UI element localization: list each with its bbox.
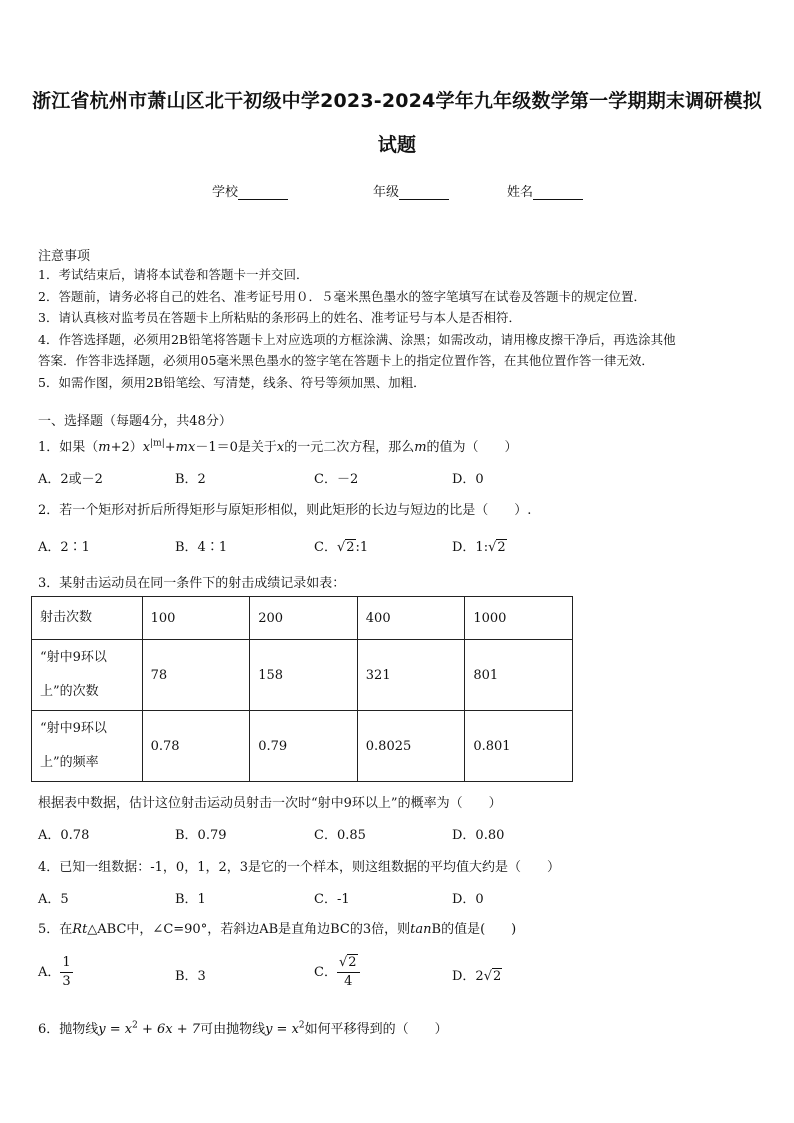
q1-text: + [164, 440, 176, 455]
table-cell: 0.8025 [357, 711, 465, 782]
note-item: 答案．作答非选择题，必须用05毫米黑色墨水的签字笔在答题卡上的指定位置作答，在其他位置作答一律无效． [38, 353, 654, 368]
q5-option-a-label: A． [38, 965, 61, 980]
q4-option-a: A．5 [38, 892, 69, 907]
q1-option-d: D．0 [452, 472, 484, 487]
q1-exponent: |m| [150, 438, 165, 449]
table-header-cell: 100 [142, 597, 250, 640]
q4-option-c: C．-1 [314, 892, 350, 907]
fraction [60, 954, 72, 991]
q2-option-b: B．4∶1 [175, 540, 228, 555]
q1-text: 的值为（ ） [426, 440, 518, 455]
table-cell: 0.79 [250, 711, 358, 782]
grade-blank [399, 185, 449, 200]
section-heading: 一、选择题（每题4分，共48分） [38, 414, 232, 429]
fraction [337, 954, 360, 991]
q6-text: 可由抛物线 [200, 1022, 266, 1037]
q6-equation: y = x [98, 1022, 133, 1037]
sqrt-symbol: √2 [488, 540, 506, 555]
q6-equation: y = x [265, 1022, 299, 1037]
table-row [32, 597, 573, 640]
q4-option-d: D．0 [452, 892, 484, 907]
table-cell: 0.801 [465, 711, 573, 782]
table-header-cell: 400 [357, 597, 465, 640]
q2-option-c-label: C． [314, 540, 337, 555]
question-4: 4．已知一组数据：-1，0，1，2，3是它的一个样本，则这组数据的平均值大约是（ ） [38, 860, 561, 875]
q6-equation: + 6x + 7 [137, 1022, 201, 1037]
table-header-cell: 200 [250, 597, 358, 640]
radicand: 2 [497, 540, 506, 555]
q1-var: m [98, 440, 111, 455]
q3-option-b: B．0.79 [175, 828, 227, 843]
q6-exponent: 2 [132, 1020, 138, 1031]
q1-text: －1＝0是关于 [195, 440, 277, 455]
q5-text: B的值是( ) [431, 922, 517, 937]
numerator [337, 954, 360, 973]
grade-label: 年级 [373, 185, 400, 200]
table-row [32, 640, 573, 711]
q5-text: △ABC中，∠C=90°，若斜边AB是直角边BC的3倍，则 [87, 922, 411, 937]
page-title: 浙江省杭州市萧山区北干初级中学2023-2024学年九年级数学第一学期期末调研模拟 [32, 90, 762, 112]
name-field [507, 181, 583, 200]
q1-option-c: C．－2 [314, 472, 359, 487]
data-table [31, 596, 573, 782]
q1-var: mx [175, 440, 196, 455]
question-1 [38, 436, 518, 455]
sqrt-symbol: √2 [338, 955, 357, 970]
q5-option-b: B．3 [175, 969, 206, 984]
q2-option-d-label: D．1: [452, 540, 489, 555]
q2-option-c-rest: :1 [355, 540, 369, 555]
q1-text: +2） [110, 440, 143, 455]
school-blank [238, 185, 288, 200]
q3-option-c: C．0.85 [314, 828, 366, 843]
q3-option-d: D．0.80 [452, 828, 505, 843]
name-label: 姓名 [507, 185, 534, 200]
q5-text: 5．在 [38, 922, 73, 937]
question-6 [38, 1018, 448, 1037]
q5-option-d [452, 965, 502, 984]
table-header-cell: 1000 [465, 597, 573, 640]
notes-list [38, 264, 760, 393]
table-row [32, 711, 573, 782]
sqrt-symbol: √2 [483, 969, 502, 984]
radicand: 2 [493, 969, 502, 984]
numerator: 1 [60, 954, 72, 973]
q1-text: 的一元二次方程，那么 [284, 440, 415, 455]
table-row-label: “射中9环以上”的次数 [32, 640, 143, 711]
q2-option-a: A．2∶1 [38, 540, 90, 555]
note-item: 5．如需作图，须用2B铅笔绘、写清楚，线条、符号等须加黑、加粗． [38, 374, 426, 390]
table-header-cell: 射击次数 [32, 597, 143, 640]
denominator: 4 [344, 974, 353, 989]
q4-option-b: B．1 [175, 892, 206, 907]
q6-exponent: 2 [298, 1020, 305, 1031]
q5-var: tan [410, 922, 432, 937]
grade-field [373, 181, 449, 200]
q5-option-c-label: C． [314, 965, 337, 980]
sqrt-symbol: √2 [336, 540, 355, 555]
name-blank [533, 185, 583, 200]
question-3: 3．某射击运动员在同一条件下的射击成绩记录如表： [38, 576, 346, 591]
q2-option-d [452, 536, 507, 555]
q1-var: x [276, 440, 285, 455]
q2-option-c [314, 536, 368, 555]
q3-option-a: A．0.78 [38, 828, 90, 843]
note-item: 1．考试结束后，请将本试卷和答题卡一并交回． [38, 267, 309, 282]
table-cell: 0.78 [142, 711, 250, 782]
note-item: 3．请认真核对监考员在答题卡上所粘贴的条形码上的姓名、准考证号与本人是否相符． [38, 310, 521, 325]
radicand: 2 [346, 540, 355, 555]
q6-text: 如何平移得到的（ ） [304, 1022, 448, 1037]
table-row-label: “射中9环以上”的频率 [32, 711, 143, 782]
q5-option-d-label: D．2 [452, 969, 484, 984]
note-item: 2．答题前，请务必将自己的姓名、准考证号用０．５毫米黑色墨水的签字笔填写在试卷及答题卡的规定位置． [38, 288, 646, 304]
table-cell: 801 [465, 640, 573, 711]
denominator: 3 [62, 974, 71, 989]
q5-option-c [314, 954, 360, 991]
q1-option-a: A．2或－2 [38, 472, 103, 487]
table-cell: 321 [357, 640, 465, 711]
notes-heading: 注意事项 [38, 249, 91, 264]
question-5 [38, 918, 516, 937]
q1-var: x [142, 440, 151, 455]
question-3-prompt: 根据表中数据，估计这位射击运动员射击一次时“射中9环以上”的概率为（ ） [38, 796, 502, 811]
question-2: 2．若一个矩形对折后所得矩形与原矩形相似，则此矩形的长边与短边的比是（ ）. [38, 503, 532, 518]
q5-var: Rt [72, 922, 88, 937]
note-item: 4．作答选择题，必须用2B铅笔将答题卡上对应选项的方框涂满、涂黑；如需改动，请用橡皮擦干净后，再选涂其他 [38, 331, 676, 347]
table-cell: 78 [142, 640, 250, 711]
page-title-cont: 试题 [377, 134, 417, 156]
school-field [212, 181, 288, 200]
q1-text: 1．如果（ [38, 440, 99, 455]
q1-option-b: B．2 [175, 472, 206, 487]
q1-var: m [414, 440, 427, 455]
table-cell: 158 [250, 640, 358, 711]
q6-text: 6．抛物线 [38, 1022, 99, 1037]
radicand: 2 [348, 955, 357, 970]
q5-option-a [38, 954, 73, 991]
school-label: 学校 [212, 185, 239, 200]
